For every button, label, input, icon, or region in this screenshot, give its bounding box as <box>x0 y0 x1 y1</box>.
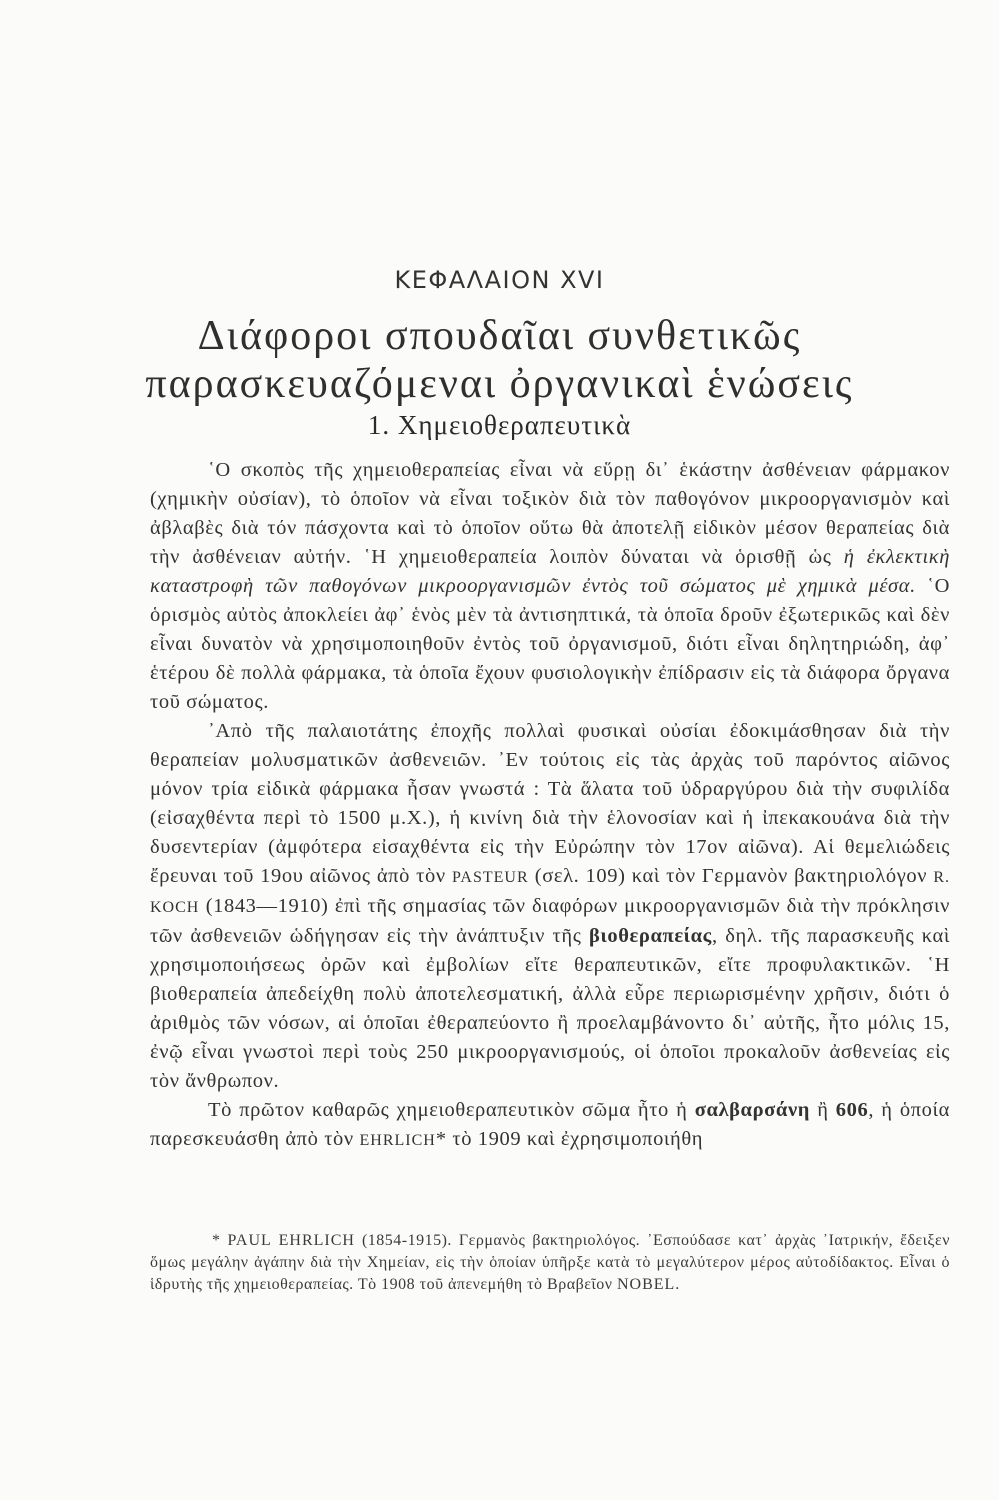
p1-definition: ἡ ἐκλεκτικὴ καταστροφὴ τῶν παθογόνων μικροοργανισμῶν ἐντὸς τοῦ σώματος μὲ χημικὰ μέσα. <box>150 546 950 597</box>
body-text <box>150 456 950 1155</box>
p2-name-koch: R. KOCH <box>150 869 951 916</box>
p3-text-b: ἢ <box>809 1099 836 1121</box>
p3-text-c: , ἡ ὁποία παρεσκευάσθη ἀπὸ τὸν <box>150 1099 950 1150</box>
p2-text-d: , δηλ. τῆς παρασκευῆς καὶ χρησιμοποιήσεως ὀρῶν καὶ ἐμβολίων εἴτε θεραπευτικῶν, εἴτε προφυλακτικῶν. ῾Η βιοθεραπεία ἀπεδείχθη πολὺ ἀποτελεσματική, ἀλλὰ εὗρε περιωρισμένην χρῆσιν, διότι ὁ ἀριθμὸς τῶν νόσων, αἱ ὁποῖαι ἐθεραπεύοντο ἢ προελαμβάνοντο δι᾿ αὐτῆς, ἦτο μόλις 15, ἐνῷ εἶναι γνωστοὶ περὶ τοὺς 250 μικροοργανισμούς, οἱ ὁποῖοι προκαλοῦν ἀσθενείας εἰς τὸν ἄνθρωπον. <box>150 925 951 1092</box>
p3-term-salvarsan: σαλβαρσάνη <box>694 1099 810 1121</box>
chapter-heading: ΚΕΦΑΛΑΙΟΝ XVI <box>394 266 605 294</box>
p3-text-d: * τὸ 1909 καὶ ἐχρησιμοποιήθη <box>435 1128 704 1150</box>
p3-name-ehrlich: EHRLICH <box>359 1132 436 1149</box>
footnote-text <box>150 1230 950 1296</box>
section-number: 1. <box>367 410 391 440</box>
paragraph-3 <box>150 1096 950 1155</box>
footnote-body: (1854-1915). Γερμανὸς βακτηριολόγος. ᾿Εσπούδασε κατ᾿ ἀρχὰς ᾿Ιατρικήν, ἔδειξεν ὅμως μεγάλην ἀγάπην διὰ τὴν Χημείαν, εἰς τὴν ὁποίαν ὑπῆρξε κατὰ τὸ μεγαλύτερον μέρος αὐτοδίδακτος. Εἶναι ὁ ἱδρυτὴς τῆς χημειοθεραπείας. Τὸ 1908 τοῦ ἀπενεμήθη τὸ Βραβεῖον <box>150 1232 951 1293</box>
footnote-name: PAUL EHRLICH <box>227 1232 355 1249</box>
p2-text-b: (σελ. 109) καὶ τὸν Γερμανὸν βακτηριολόγον <box>528 865 934 887</box>
footnote-end: . <box>675 1276 680 1293</box>
section-heading <box>0 410 999 441</box>
footnote <box>150 1230 950 1296</box>
p2-text-c: (1843—1910) ἐπὶ τῆς σημασίας τῶν διαφόρων μικροοργανισμῶν διὰ τὴν πρόκλησιν τῶν ἀσθενειῶν ὡδήγησαν εἰς τὴν ἀνάπτυξιν τῆς <box>150 895 950 947</box>
section-title: Χημειοθεραπευτικὰ <box>397 410 632 440</box>
p3-term-606: 606 <box>835 1099 869 1121</box>
p2-name-pasteur: PASTEUR <box>451 869 529 886</box>
paragraph-2 <box>150 717 950 1096</box>
p2-text-a: ᾿Απὸ τῆς παλαιοτάτης ἐποχῆς πολλαὶ φυσικαὶ οὐσίαι ἐδοκιμάσθησαν διὰ τὴν θεραπείαν μολυσματικῶν ἀσθενειῶν. ᾿Εν τούτοις εἰς τὰς ἀρχὰς τοῦ παρόντος αἰῶνος μόνον τρία εἰδικὰ φάρμακα ἦσαν γνωστά : Τὰ ἅλατα τοῦ ὑδραργύρου διὰ τὴν συφιλίδα (εἰσαχθέντα περὶ τὸ 1500 μ.Χ.), ἡ κινίνη διὰ τὴν ἑλονοσίαν καὶ ἡ ἰπεκακουάνα διὰ τὴν δυσεντερίαν (ἀμφότερα εἰσαχθέντα εἰς τὴν Εὐρώπην τὸν 17ον αἰῶνα). Αἱ θεμελιώδεις ἔρευναι τοῦ 19ου αἰῶνος ἀπὸ τὸν <box>150 720 950 887</box>
p1-text-a: ῾Ο σκοπὸς τῆς χημειοθεραπείας εἶναι νὰ εὕρῃ δι᾿ ἑκάστην ἀσθένειαν φάρμακον (χημικὴν οὐσίαν), τὸ ὁποῖον νὰ εἶναι τοξικὸν διὰ τὸν παθογόνον μικροοργανισμὸν καὶ ἀβλαβὲς διὰ τόν πάσχοντα καὶ τὸ ὁποῖον οὕτω θὰ ἀποτελῇ εἰδικὸν μέσον θεραπείας διὰ τὴν ἀσθένειαν αὐτήν. ῾Η χημειοθεραπεία λοιπὸν δύναται νὰ ὁρισθῇ ὡς <box>150 459 950 568</box>
footnote-marker: * <box>212 1232 228 1249</box>
title-line-1: Διάφοροι σπουδαῖαι συνθετικῶς <box>197 313 802 359</box>
p2-term-biotherapy: βιοθεραπείας <box>589 925 712 947</box>
p1-text-b: ῾Ο ὁρισμὸς αὐτὸς ἀποκλείει ἀφ᾿ ἑνὸς μὲν τὰ ἀντισηπτικά, τὰ ὁποῖα δροῦν ἐξωτερικῶς καὶ δὲν εἶναι δυνατὸν νὰ χρησιμοποιηθοῦν ἐντὸς τοῦ ὀργανισμοῦ, διότι εἶναι δηλητηριώδη, ἀφ᾿ ἑτέρου δὲ πολλὰ φάρμακα, τὰ ὁποῖα ἔχουν φυσιολογικὴν ἐπίδρασιν εἰς τὰ διάφορα ὄργανα τοῦ σώματος. <box>150 575 951 713</box>
paragraph-1 <box>150 456 950 717</box>
footnote-nobel: NOBEL <box>616 1276 676 1293</box>
title-line-2: παρασκευαζόμεναι ὀργανικαὶ ἑνώσεις <box>145 361 854 407</box>
p3-text-a: Τὸ πρῶτον καθαρῶς χημειοθεραπευτικὸν σῶμα ἦτο ἡ <box>208 1099 695 1121</box>
